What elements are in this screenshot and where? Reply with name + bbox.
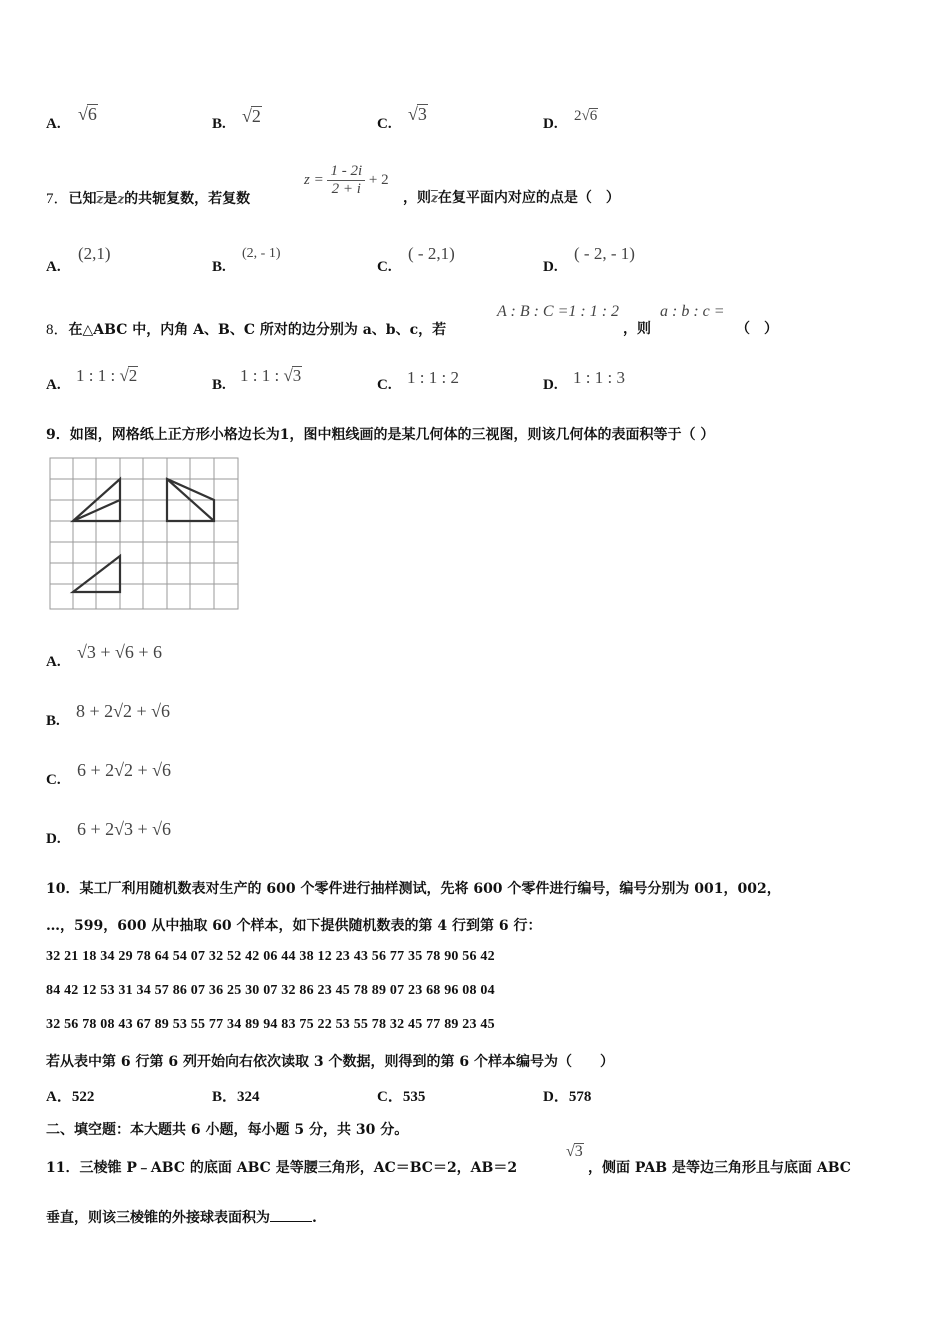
q8-stem-mid: ，则 xyxy=(623,321,651,337)
q6-option-b-letter: B. xyxy=(212,116,226,132)
random-table-row-4: 32 21 18 34 29 78 64 54 07 32 52 42 06 44 38 12 23 43 56 77 35 78 90 56 42 xyxy=(46,949,495,964)
q10-option-c: C．535 xyxy=(377,1089,426,1105)
q8-option-c-value: 1 : 1 : 2 xyxy=(407,368,459,387)
q10-option-b: B．324 xyxy=(212,1089,260,1105)
q7-option-a-letter: A. xyxy=(46,259,61,275)
q7-stem: 7．已知$\overline{z}$是z的共轭复数，若复数 xyxy=(46,191,251,207)
q9-option-d-value: 6 + 2√3 + √6 xyxy=(77,819,172,839)
q6-option-c-letter: C. xyxy=(377,116,392,132)
q7-option-c-value: ( - 2,1) xyxy=(408,244,455,263)
q7-option-b-value: (2, - 1) xyxy=(242,246,281,261)
q11-stem-part1: 11．三棱锥 P﹣ABC 的底面 ABC 是等腰三角形，AC＝BC＝2，AB＝2 xyxy=(46,1160,518,1176)
random-table-row-6: 32 56 78 08 43 67 89 53 55 77 34 89 94 83 75 22 53 55 78 32 45 77 89 23 45 xyxy=(46,1017,495,1032)
q7-option-d-value: ( - 2, - 1) xyxy=(574,244,635,263)
q8-paren: （ ） xyxy=(736,321,778,337)
q11-stem-part2: ，侧面 PAB 是等边三角形且与底面 ABC xyxy=(588,1160,851,1176)
q9-option-a-letter: A. xyxy=(46,654,61,670)
q7-option-a-value: (2,1) xyxy=(78,244,111,263)
answer-blank[interactable] xyxy=(270,1209,312,1222)
q6-option-a-value: √6 xyxy=(78,104,97,124)
q8-option-a-value: 1 : 1 : √2 xyxy=(76,366,138,385)
q9-option-b-value: 8 + 2√2 + √6 xyxy=(76,701,171,721)
q8-option-d-value: 1 : 1 : 3 xyxy=(573,368,625,387)
q8-angle-ratio: A : B : C =1 : 1 : 2 xyxy=(497,303,620,320)
q9-option-a-value: √3 + √6 + 6 xyxy=(77,642,163,662)
q9-option-c-value: 6 + 2√2 + √6 xyxy=(77,760,172,780)
q9-option-d-letter: D. xyxy=(46,831,61,847)
q7-complex-expression: z = $\frac{1 - 2i}{2 + i}$ + 2 xyxy=(304,163,389,198)
q6-option-d-letter: D. xyxy=(543,116,558,132)
random-table-row-5: 84 42 12 53 31 34 57 86 07 36 25 30 07 32 86 23 45 78 89 07 23 68 96 08 04 xyxy=(46,983,495,998)
q11-sqrt3: √3 xyxy=(566,1143,583,1160)
q10-option-d: D．578 xyxy=(543,1089,592,1105)
q6-option-d-value: 2√6 xyxy=(574,108,598,124)
q8-side-ratio: a : b : c = xyxy=(660,303,725,320)
q7-option-b-letter: B. xyxy=(212,259,226,275)
q9-option-c-letter: C. xyxy=(46,772,61,788)
q11-stem-line2: 垂直，则该三棱锥的外接球表面积为 . xyxy=(46,1210,317,1226)
q10-stem-line2: …，599，600 从中抽取 60 个样本，如下提供随机数表的第 4 行到第 6 行： xyxy=(46,918,542,934)
q7-stem-end: ，则$\overline{z}$在复平面内对应的点是（ ） xyxy=(403,190,620,206)
q10-option-a: A．522 xyxy=(46,1089,95,1105)
q9-option-b-letter: B. xyxy=(46,713,60,729)
q8-option-a-letter: A. xyxy=(46,377,61,393)
q10-question: 若从表中第 6 行第 6 列开始向右依次读取 3 个数据，则得到的第 6 个样本编号为（ ） xyxy=(46,1054,614,1070)
q8-stem: 8．在△ABC 中，内角 A、B、C 所对的边分别为 a、b、c，若 xyxy=(46,322,447,338)
three-view-grid-figure xyxy=(48,456,240,612)
q8-option-c-letter: C. xyxy=(377,377,392,393)
q6-option-b-value: √2 xyxy=(242,106,261,126)
q9-stem: 9．如图，网格纸上正方形小格边长为1，图中粗线画的是某几何体的三视图，则该几何体的表面积等于（ ） xyxy=(46,427,715,443)
q7-option-d-letter: D. xyxy=(543,259,558,275)
q8-option-b-letter: B. xyxy=(212,377,226,393)
grid-lines xyxy=(50,458,238,609)
q6-option-a-letter: A. xyxy=(46,116,61,132)
q10-stem-line1: 10．某工厂利用随机数表对生产的 600 个零件进行抽样测试，先将 600 个零件进行编号，编号分别为 001，002， xyxy=(46,881,781,897)
q8-option-b-value: 1 : 1 : √3 xyxy=(240,366,302,385)
q6-option-c-value: √3 xyxy=(408,104,427,124)
q8-option-d-letter: D. xyxy=(543,377,558,393)
q7-option-c-letter: C. xyxy=(377,259,392,275)
section-heading-fill-blank: 二、填空题：本大题共 6 小题，每小题 5 分，共 30 分。 xyxy=(46,1122,409,1138)
